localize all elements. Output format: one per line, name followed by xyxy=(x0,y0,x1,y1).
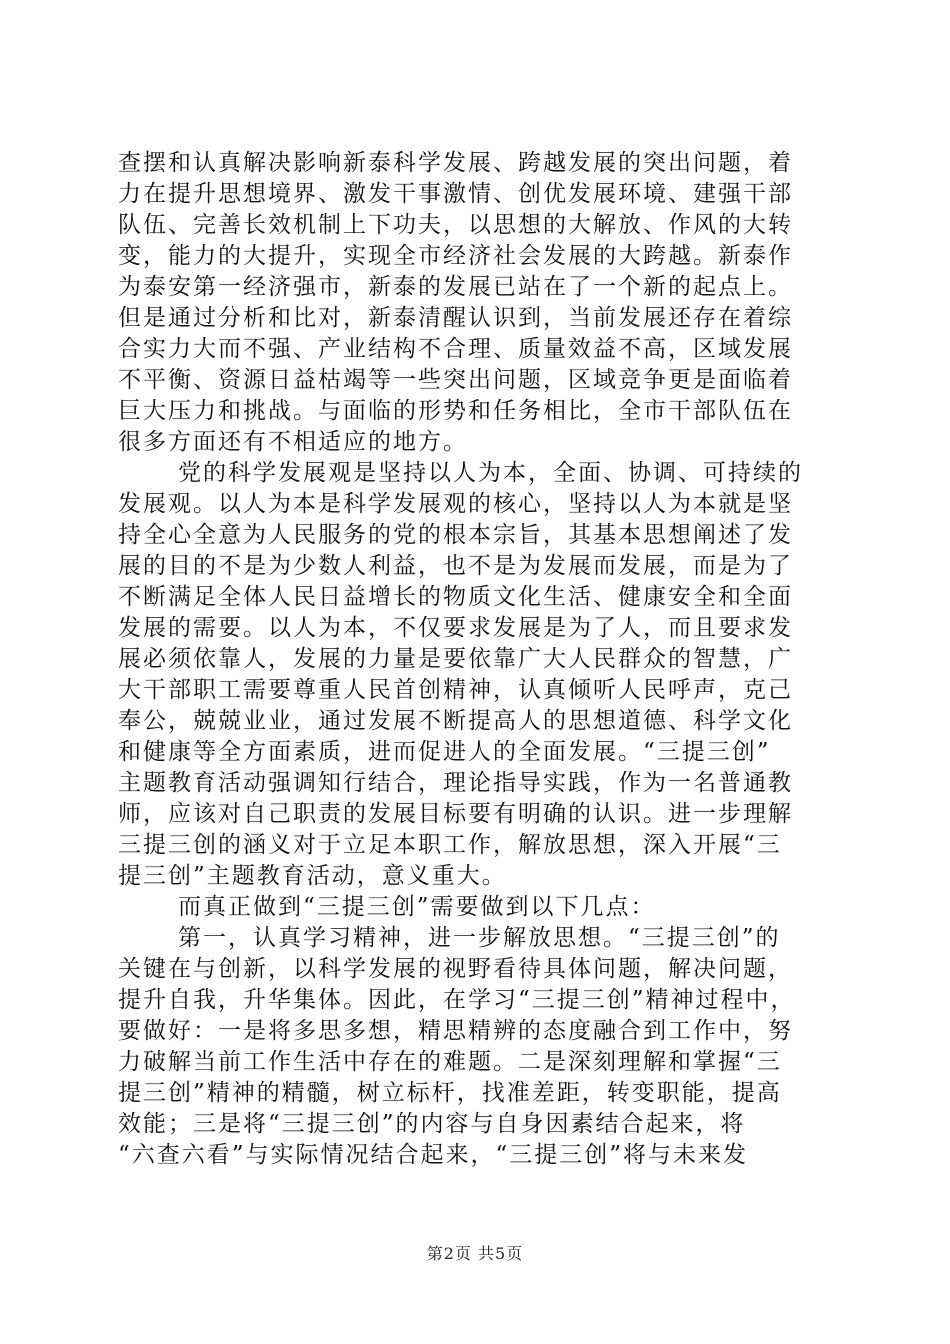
text-line: 不断满足全体人民日益增长的物质文化生活、健康安全和全面 xyxy=(118,584,793,610)
paragraph xyxy=(118,923,838,1171)
text-line: 关键在与创新，以科学发展的视野看待具体问题，解决问题， xyxy=(118,956,793,982)
text-line: 三提三创的涵义对于立足本职工作，解放思想，深入开展“三 xyxy=(118,832,782,858)
text-line: 不平衡、资源日益枯竭等一些突出问题，区域竞争更是面临着 xyxy=(118,367,793,393)
document-body xyxy=(118,148,838,1171)
text-line: 持全心全意为人民服务的党的根本宗旨，其基本思想阐述了发 xyxy=(118,522,793,548)
page-footer xyxy=(0,1244,950,1264)
text-line: 查摆和认真解决影响新泰科学发展、跨越发展的突出问题，着 xyxy=(118,150,793,176)
text-line: 展必须依靠人，发展的力量是要依靠广大人民群众的智慧，广 xyxy=(118,646,793,672)
text-line: 提三创”主题教育活动，意义重大。 xyxy=(118,863,507,889)
text-line: 大干部职工需要尊重人民首创精神，认真倾听人民呼声，克己 xyxy=(118,677,793,703)
text-line: 发展的需要。以人为本，不仅要求发展是为了人，而且要求发 xyxy=(118,615,793,641)
text-line: 师，应该对自己职责的发展目标要有明确的认识。进一步理解 xyxy=(118,801,793,827)
text-line: 发展观。以人为本是科学发展观的核心，坚持以人为本就是坚 xyxy=(118,491,793,517)
text-line: 而真正做到“三提三创”需要做到以下几点： xyxy=(178,894,656,920)
page-number: 第2页 共5页 xyxy=(426,1244,524,1263)
text-line: 合实力大而不强、产业结构不合理、质量效益不高，区域发展 xyxy=(118,336,793,362)
paragraph xyxy=(118,148,838,458)
text-line: 党的科学发展观是坚持以人为本，全面、协调、可持续的 xyxy=(178,460,803,486)
text-line: 和健康等全方面素质，进而促进人的全面发展。“三提三创” xyxy=(118,739,771,765)
text-line: 提三创”精神的精髓，树立标杆，找准差距，转变职能，提高 xyxy=(118,1080,782,1106)
text-line: 展的目的不是为少数人利益，也不是为发展而发展，而是为了 xyxy=(118,553,793,579)
text-line: 提升自我，升华集体。因此，在学习“三提三创”精神过程中， xyxy=(118,987,796,1013)
text-line: 队伍、完善长效机制上下功夫，以思想的大解放、作风的大转 xyxy=(118,212,793,238)
text-line: 但是通过分析和比对，新泰清醒认识到，当前发展还存在着综 xyxy=(118,305,793,331)
paragraph xyxy=(118,892,838,923)
text-line: 巨大压力和挑战。与面临的形势和任务相比，全市干部队伍在 xyxy=(118,398,793,424)
text-line: 主题教育活动强调知行结合，理论指导实践，作为一名普通教 xyxy=(118,770,793,796)
text-line: 变，能力的大提升，实现全市经济社会发展的大跨越。新泰作 xyxy=(118,243,793,269)
text-line: 力破解当前工作生活中存在的难题。二是深刻理解和掌握“三 xyxy=(118,1049,782,1075)
text-line: 力在提升思想境界、激发干事激情、创优发展环境、建强干部 xyxy=(118,181,793,207)
text-line: 第一，认真学习精神，进一步解放思想。“三提三创”的 xyxy=(178,925,781,951)
text-line: “六查六看”与实际情况结合起来，“三提三创”将与未来发 xyxy=(118,1142,749,1168)
text-line: 很多方面还有不相适应的地方。 xyxy=(118,429,468,455)
text-line: 奉公，兢兢业业，通过发展不断提高人的思想道德、科学文化 xyxy=(118,708,793,734)
text-line: 要做好：一是将多思多想，精思精辨的态度融合到工作中，努 xyxy=(118,1018,793,1044)
paragraph xyxy=(118,458,838,892)
text-line: 效能；三是将“三提三创”的内容与自身因素结合起来，将 xyxy=(118,1111,746,1137)
text-line: 为泰安第一经济强市，新泰的发展已站在了一个新的起点上。 xyxy=(118,274,793,300)
